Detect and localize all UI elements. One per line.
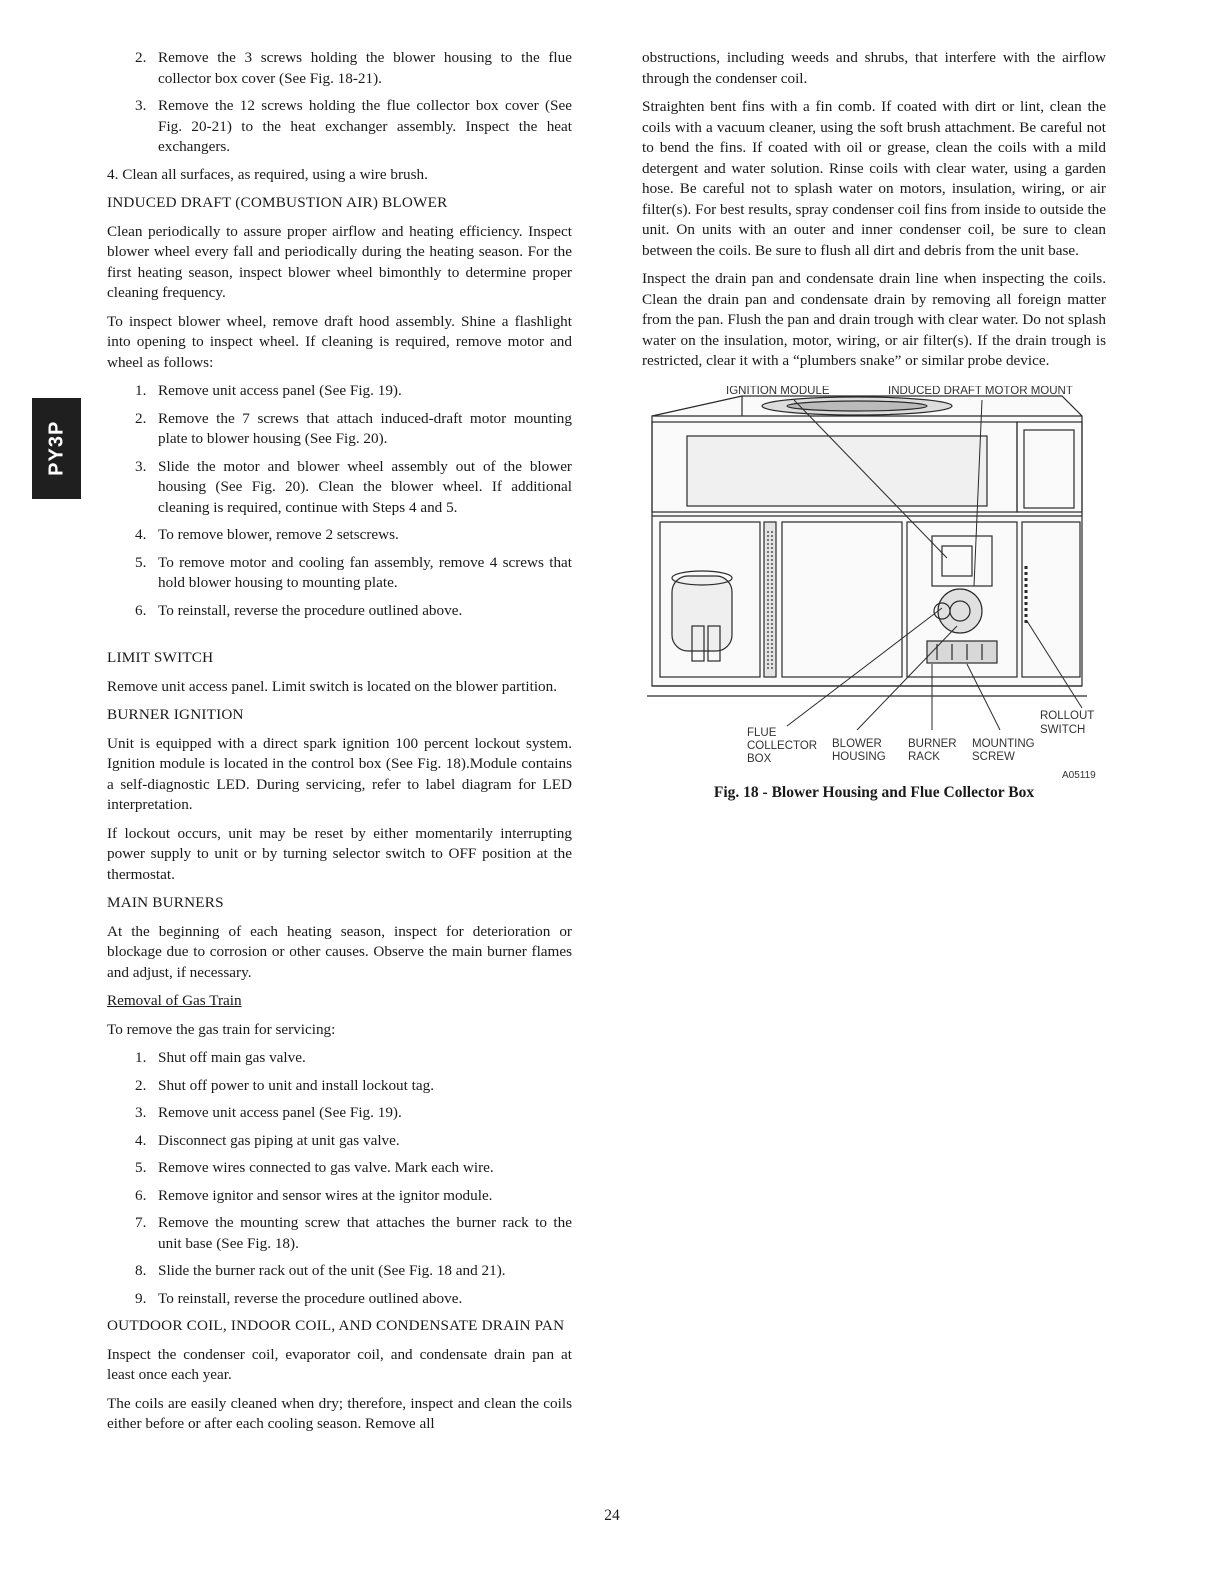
section-tab-label: PY3P	[45, 420, 68, 477]
paragraph: If lockout occurs, unit may be reset by either momentarily interrupting power supply to unit or by turning selector switch to OFF position at the thermostat.	[107, 824, 572, 883]
paragraph: At the beginning of each heating season, inspect for deterioration or blockage due to corrosion or other causes. Observe the main burner flames and adjust, if necessary.	[107, 922, 572, 981]
paragraph: To remove the gas train for servicing:	[107, 1020, 336, 1038]
figure-18-diagram	[642, 386, 1106, 781]
paragraph: Inspect the drain pan and condensate drain line when inspecting the coils. Clean the drain pan and condensate drain by removing all foreign matter from the pan. Flush the pan and drain trough with clear water. Do not splash water on the insulation, motor, wiring, or air filter(s). If the drain trough is restricted, clear it with a “plumbers snake” or similar probe device.	[642, 270, 1106, 369]
label-screw: SCREW	[972, 750, 1015, 763]
list-item: 2. Shut off power to unit and install lockout tag.	[135, 1076, 435, 1094]
list-item: 1. Shut off main gas valve.	[135, 1049, 306, 1066]
paragraph: Inspect the condenser coil, evaporator coil, and condensate drain pan at least once each year.	[107, 1345, 572, 1383]
label-rollout-switch: SWITCH	[1040, 723, 1086, 736]
paragraph: Clean periodically to assure proper airflow and heating efficiency. Inspect blower wheel every fall and periodically during the heating season. For the first heating season, inspect blower wheel bimonthly to determine proper cleaning frequency.	[107, 222, 572, 301]
paragraph: Remove unit access panel. Limit switch is located on the blower partition.	[107, 677, 558, 695]
list-item: 2. Remove the 3 screws holding the blower housing to the flue collector box cover (See Fig. 18-21).	[135, 49, 572, 87]
unit-illustration	[642, 386, 1106, 781]
paragraph: obstructions, including weeds and shrubs, that interfere with the airflow through the condenser coil.	[642, 49, 1106, 87]
subheading-gas-train: Removal of Gas Train	[107, 992, 242, 1009]
label-rollout: ROLLOUT	[1040, 709, 1095, 722]
list-item: 1. Remove unit access panel (See Fig. 19).	[135, 382, 402, 399]
list-item: 6. Remove ignitor and sensor wires at the ignitor module.	[135, 1186, 493, 1204]
label-housing: HOUSING	[832, 750, 886, 763]
list-item: 2. Remove the 7 screws that attach induced-draft motor mounting plate to blower housing (See Fig. 20).	[135, 409, 572, 447]
label-figure-code: A05119	[1062, 769, 1096, 781]
list-item: 3. Slide the motor and blower wheel assembly out of the blower housing (See Fig. 20). Clean the blower wheel. If additional cleaning is required, continue with Steps 4 and 5.	[135, 457, 572, 516]
label-box: BOX	[747, 752, 772, 765]
paragraph: The coils are easily cleaned when dry; therefore, inspect and clean the coils either before or after each cooling season. Remove all	[107, 1394, 572, 1432]
spacer	[107, 628, 572, 648]
paragraph: Straighten bent fins with a fin comb. If coated with dirt or lint, clean the coils with a vacuum cleaner, using the soft brush attachment. Be careful not to bend the fins. If coated with oil or grease, clean the coils with a mild detergent and water solution. Rinse coils with clear water, using a garden hose. Be careful not to splash water on motors, insulation, wiring, or air filter(s). For best results, spray condenser coil fins from inside to outside the unit. On units with an outer and inner condenser coil, be sure to clean between the coils. Be sure to flush all dirt and debris from the unit base.	[642, 98, 1106, 259]
list-item: 9. To reinstall, reverse the procedure outlined above.	[135, 1289, 463, 1307]
section-tab	[32, 398, 81, 499]
left-column	[107, 48, 572, 1443]
label-ignition-module: IGNITION MODULE	[726, 385, 830, 397]
label-burner: BURNER	[908, 737, 957, 750]
section-heading-outdoor-coil: OUTDOOR COIL, INDOOR COIL, AND CONDENSATE DRAIN PAN	[107, 1317, 565, 1334]
label-rack: RACK	[908, 750, 940, 763]
list-item: 4. Disconnect gas piping at unit gas valve.	[135, 1131, 400, 1149]
label-collector: COLLECTOR	[747, 739, 818, 752]
figure-caption: Fig. 18 - Blower Housing and Flue Collector Box	[713, 783, 1035, 801]
label-mounting: MOUNTING	[972, 737, 1035, 750]
list-item: 5. Remove wires connected to gas valve. Mark each wire.	[135, 1159, 494, 1176]
list-item: 6. To reinstall, reverse the procedure outlined above.	[135, 601, 463, 619]
list-item: 4. Clean all surfaces, as required, using a wire brush.	[107, 165, 428, 183]
list-item: 4. To remove blower, remove 2 setscrews.	[135, 526, 399, 543]
list-item: 5. To remove motor and cooling fan assembly, remove 4 screws that hold blower housing to mounting plate.	[135, 553, 572, 591]
paragraph: Unit is equipped with a direct spark ignition 100 percent lockout system. Ignition module is located in the control box (See Fig. 18).Module contains a self-diagnostic LED. During servicing, refer to label diagram for LED interpretation.	[107, 734, 572, 813]
section-heading-main-burners: MAIN BURNERS	[107, 894, 224, 911]
page-number: 24	[604, 1507, 620, 1524]
section-heading-limit-switch: LIMIT SWITCH	[107, 649, 214, 666]
paragraph: To inspect blower wheel, remove draft hood assembly. Shine a flashlight into opening to inspect wheel. If cleaning is required, remove motor and wheel as follows:	[107, 312, 572, 371]
list-item: 7. Remove the mounting screw that attaches the burner rack to the unit base (See Fig. 18).	[135, 1214, 572, 1252]
right-column	[642, 48, 1106, 803]
list-item: 3. Remove unit access panel (See Fig. 19).	[135, 1104, 402, 1121]
label-induced-draft-mount: INDUCED DRAFT MOTOR MOUNT	[888, 385, 1073, 397]
section-heading-induced-draft: INDUCED DRAFT (COMBUSTION AIR) BLOWER	[107, 194, 448, 211]
list-item: 8. Slide the burner rack out of the unit (See Fig. 18 and 21).	[135, 1262, 506, 1279]
list-item: 3. Remove the 12 screws holding the flue collector box cover (See Fig. 20-21) to the heat exchanger assembly. Inspect the heat exchangers.	[135, 97, 572, 155]
label-flue: FLUE	[747, 726, 777, 739]
label-blower: BLOWER	[832, 737, 882, 750]
section-heading-burner-ignition: BURNER IGNITION	[107, 706, 244, 723]
